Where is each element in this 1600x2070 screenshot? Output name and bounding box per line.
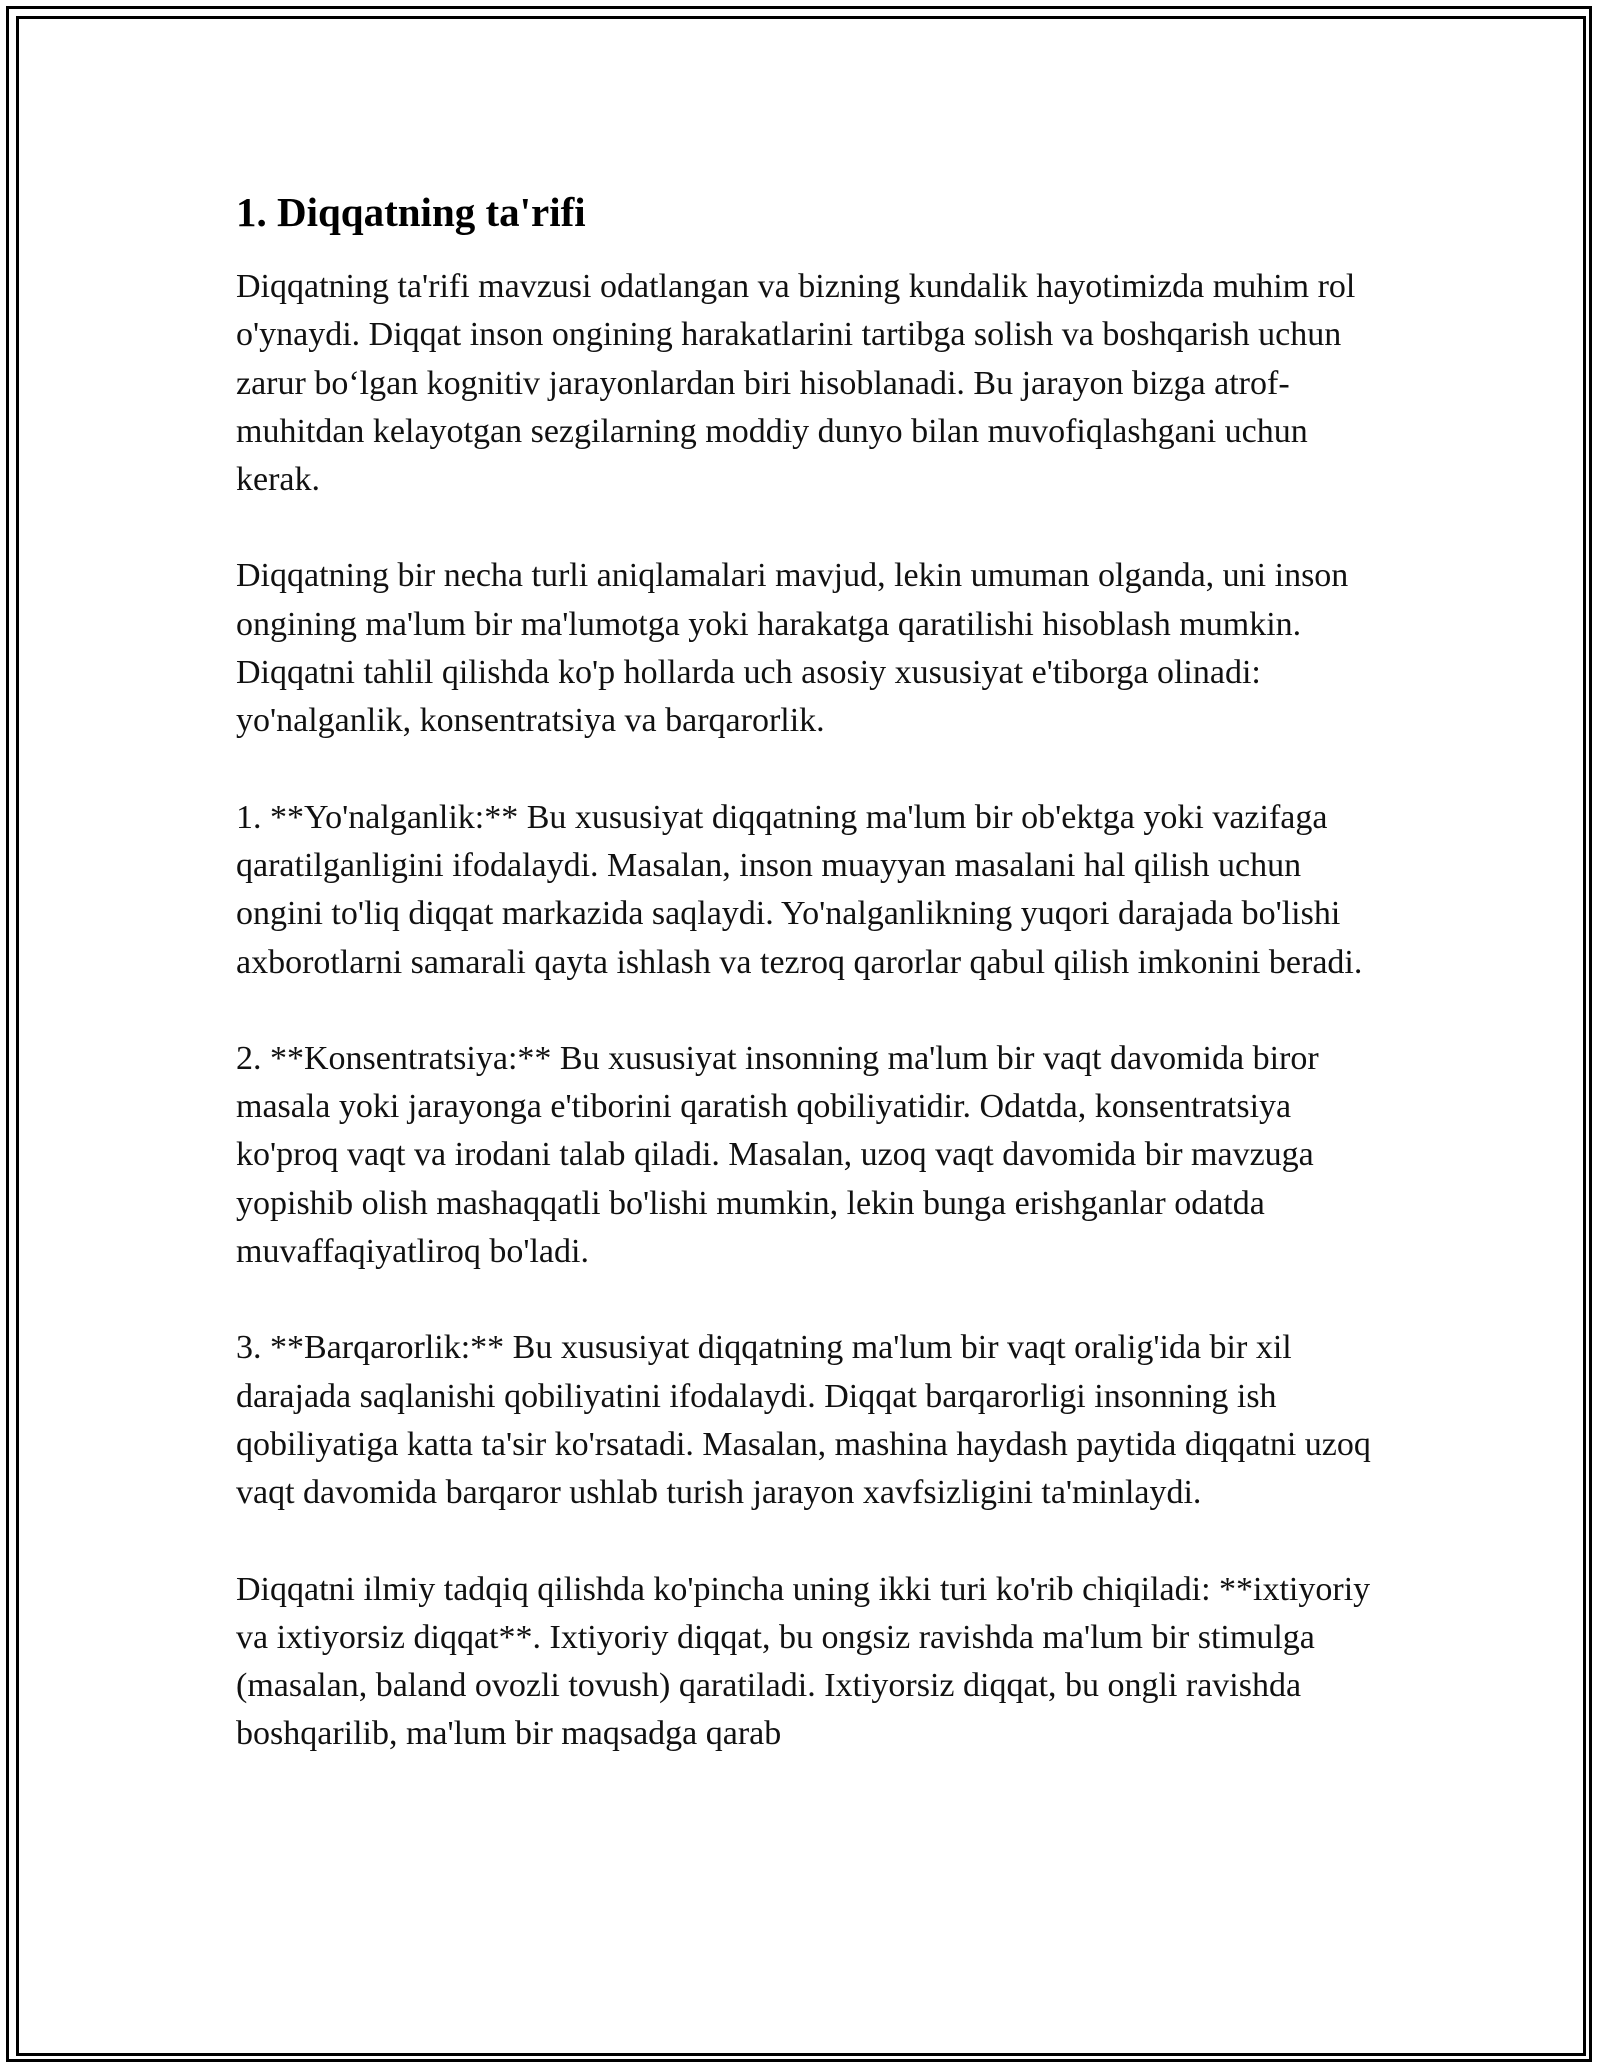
paragraph-concentration: 2. **Konsentratsiya:** Bu xususiyat insonning ma'lum bir vaqt davomida biror masala yoki jarayonga e'tiborini qaratish qobiliyatidir. Odatda, konsentratsiya ko'proq vaqt va irodani talab qiladi. Masalan, uzoq vaqt davomida bir mavzuga yopishib olish mashaqqatli bo'lishi mumkin, lekin bunga erishganlar odatda muvaffaqiyatliroq bo'ladi. [236,1039,1319,1271]
paragraph-overview: Diqqatning bir necha turli aniqlamalari mavjud, lekin umuman olganda, uni inson ongining ma'lum bir ma'lumotga yoki harakatga qaratilishi hisoblash mumkin. Diqqatni tahlil qilishda ko'p hollarda uch asosiy xususiyat e'tiborga olinadi: yo'nalganlik, konsentratsiya va barqarorlik. [236,557,1349,740]
paragraph-directionality: 1. **Yo'nalganlik:** Bu xususiyat diqqatning ma'lum bir ob'ektga yoki vazifaga qaratilganligini ifodalaydi. Masalan, inson muayyan masalani hal qilish uchun ongini to'liq diqqat markazida saqlaydi. Yo'nalganlikning yuqori darajada bo'lishi axborotlarni samarali qayta ishlash va tezroq qarorlar qabul qilish imkonini beradi. [236,798,1363,981]
paragraph-definition: Diqqatning ta'rifi mavzusi odatlangan va bizning kundalik hayotimizda muhim rol o'ynaydi. Diqqat inson ongining harakatlarini tartibga solish va boshqarish uchun zarur bo‘lgan kognitiv jarayonlardan biri hisoblanadi. Bu jarayon bizga atrof-muhitdan kelayotgan sezgilarning moddiy dunyo bilan muvofiqlashgani uchun kerak. [236,268,1356,499]
section-heading: 1. Diqqatning ta'rifi [236,189,586,235]
document-body [236,186,1376,1807]
paragraph-attention-types: Diqqatni ilmiy tadqiq qilishda ko'pincha uning ikki turi ko'rib chiqiladi: **ixtiyoriy va ixtiyorsiz diqqat**. Ixtiyoriy diqqat, bu ongsiz ravishda ma'lum bir stimulga (masalan, baland ovozli tovush) qaratiladi. Ixtiyorsiz diqqat, bu ongli ravishda boshqarilib, ma'lum bir maqsadga qarab [236,1570,1371,1753]
paragraph-stability: 3. **Barqarorlik:** Bu xususiyat diqqatning ma'lum bir vaqt oralig'ida bir xil darajada saqlanishi qobiliyatini ifodalaydi. Diqqat barqarorligi insonning ish qobiliyatiga katta ta'sir ko'rsatadi. Masalan, mashina haydash paytida diqqatni uzoq vaqt davomida barqaror ushlab turish jarayon xavfsizligini ta'minlaydi. [236,1329,1371,1512]
